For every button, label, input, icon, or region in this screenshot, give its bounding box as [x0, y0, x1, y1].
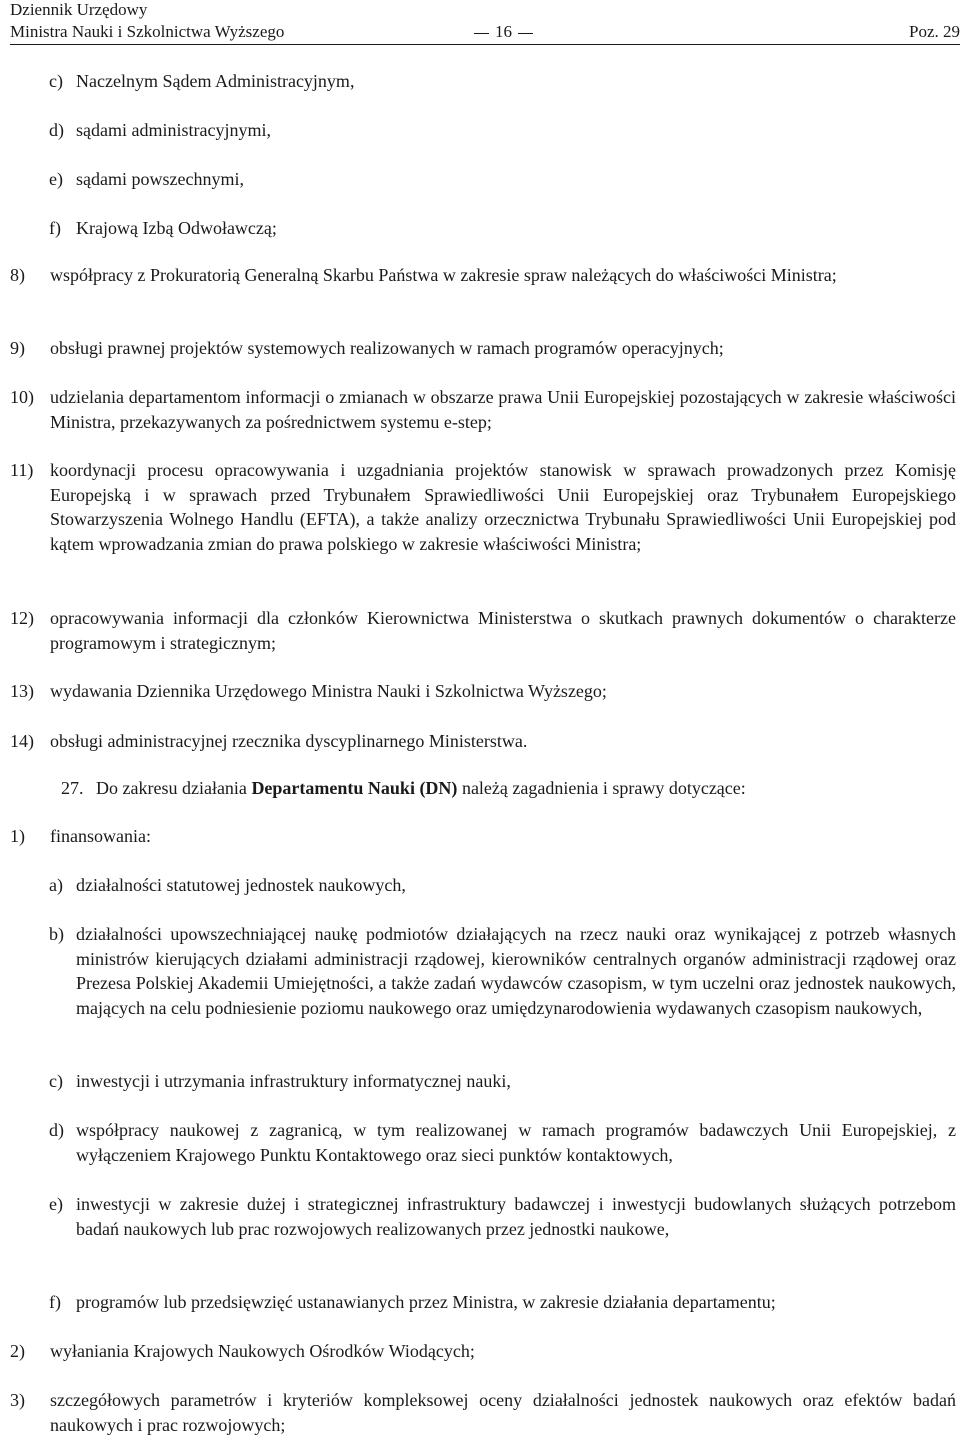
item-number: e) — [49, 1194, 63, 1214]
item-text: wyłaniania Krajowych Naukowych Ośrodków Wiodących; — [50, 1341, 475, 1361]
list-item — [49, 1290, 956, 1315]
item-text: współpracy naukowej z zagranicą, w tym realizowanej w ramach programów badawczych Unii Europejskiej, z wyłączeniem Krajowego Punktu Kontaktowego oraz sieci punktów kontaktowych, — [76, 1120, 956, 1165]
item-text: udzielania departamentom informacji o zmianach w obszarze prawa Unii Europejskiej pozostających w zakresie właściwości Ministra, przekazywanych za pośrednictwem systemu e-step; — [50, 387, 956, 432]
list-item — [49, 1069, 956, 1094]
section-intro: Do zakresu działania — [96, 778, 247, 798]
position-number: Poz. 29 — [909, 22, 960, 41]
item-text: sądami administracyjnymi, — [76, 120, 271, 140]
list-item — [10, 824, 956, 849]
section-rest: należą zagadnienia i sprawy dotyczące: — [461, 778, 746, 798]
item-text: wydawania Dziennika Urzędowego Ministra Nauki i Szkolnictwa Wyższego; — [50, 681, 607, 701]
item-text: działalności upowszechniającej naukę podmiotów działających na rzecz nauki oraz wynikającej z potrzeb własnych ministrów kierujących działami administracji rządowej, kierowników centralnych organów administracji rządowej oraz Prezesa Polskiej Akademii Umiejętności, a także zadań wydawców czasopism, w tym uczelni oraz jednostek naukowych, mających na celu podniesienie poziomu naukowego oraz umiędzynarodowienia wydawanych czasopism naukowych, — [76, 924, 956, 1018]
list-item — [49, 167, 956, 192]
header-rule — [10, 44, 960, 45]
item-text: programów lub przedsięwzięć ustanawianych przez Ministra, w zakresie działania departamentu; — [76, 1292, 776, 1312]
item-number: c) — [49, 1071, 63, 1091]
dash-left — [474, 33, 489, 34]
item-number: 14) — [10, 731, 34, 751]
item-number: c) — [49, 71, 63, 91]
item-text: inwestycji i utrzymania infrastruktury informatycznej nauki, — [76, 1071, 511, 1091]
item-number: f) — [49, 218, 61, 238]
item-number: f) — [49, 1292, 61, 1312]
list-item — [49, 216, 956, 241]
item-text: Naczelnym Sądem Administracyjnym, — [76, 71, 355, 91]
item-number: 9) — [10, 338, 25, 358]
header-line — [10, 22, 960, 42]
item-number: 1) — [10, 826, 25, 846]
item-text: obsługi prawnej projektów systemowych realizowanych w ramach programów operacyjnych; — [50, 338, 724, 358]
item-text: działalności statutowej jednostek naukowych, — [76, 875, 406, 895]
list-item — [10, 1388, 956, 1437]
item-text: sądami powszechnymi, — [76, 169, 244, 189]
item-text: finansowania: — [50, 826, 151, 846]
list-item — [49, 118, 956, 143]
list-item — [49, 873, 956, 898]
item-number: 11) — [10, 460, 34, 480]
item-text: współpracy z Prokuratorią Generalną Skarbu Państwa w zakresie spraw należących do właściwości Ministra; — [50, 265, 837, 285]
item-number: b) — [49, 924, 64, 944]
item-text: obsługi administracyjnej rzecznika dyscyplinarnego Ministerstwa. — [50, 731, 528, 751]
list-item — [10, 606, 956, 655]
item-number: 3) — [10, 1390, 25, 1410]
item-number: 10) — [10, 387, 34, 407]
list-item — [10, 458, 956, 556]
page-number: 16 — [495, 22, 512, 41]
section-paragraph — [61, 776, 956, 801]
list-item — [49, 922, 956, 1020]
item-number: d) — [49, 120, 64, 140]
item-number: 12) — [10, 608, 34, 628]
list-item — [10, 1339, 956, 1364]
item-number: a) — [49, 875, 63, 895]
item-number: 13) — [10, 681, 34, 701]
ministry-name: Ministra Nauki i Szkolnictwa Wyższego — [10, 22, 285, 41]
journal-title: Dziennik Urzędowy — [10, 0, 148, 19]
item-number: 2) — [10, 1341, 25, 1361]
item-text: koordynacji procesu opracowywania i uzgadniania projektów stanowisk w sprawach prowadzonych przez Komisję Europejską i w sprawach przed Trybunałem Sprawiedliwości Unii Europejskiej oraz Trybunałem Europejskiego Stowarzyszenia Wolnego Handlu (EFTA), a także analizy orzecznictwa Trybunału Sprawiedliwości Unii Europejskiej pod kątem wprowadzania zmian do prawa polskiego w zakresie właściwości Ministra; — [50, 460, 956, 554]
item-number: d) — [49, 1120, 64, 1140]
dash-right — [518, 33, 533, 34]
item-text: inwestycji w zakresie dużej i strategicznej infrastruktury badawczej i inwestycji budowlanych służących potrzebom badań naukowych lub prac rozwojowych realizowanych przez jednostki naukowe, — [76, 1194, 956, 1239]
list-item — [49, 1118, 956, 1167]
section-number: 27. — [61, 778, 84, 798]
list-item — [10, 729, 956, 754]
item-text: Krajową Izbą Odwoławczą; — [76, 218, 277, 238]
item-number: e) — [49, 169, 63, 189]
list-item — [10, 336, 956, 361]
department-name: Departamentu Nauki (DN) — [251, 778, 458, 798]
item-number: 8) — [10, 265, 25, 285]
list-item — [49, 69, 956, 94]
list-item — [49, 1192, 956, 1241]
item-text: opracowywania informacji dla członków Kierownictwa Ministerstwa o skutkach prawnych dokumentów o charakterze programowym i strategicznym; — [50, 608, 956, 653]
list-item — [10, 679, 956, 704]
list-item — [10, 263, 956, 288]
item-text: szczegółowych parametrów i kryteriów kompleksowej oceny działalności jednostek naukowych oraz efektów badań naukowych i prac rozwojowych; — [50, 1390, 956, 1435]
page-number-block — [468, 22, 539, 42]
list-item — [10, 385, 956, 434]
